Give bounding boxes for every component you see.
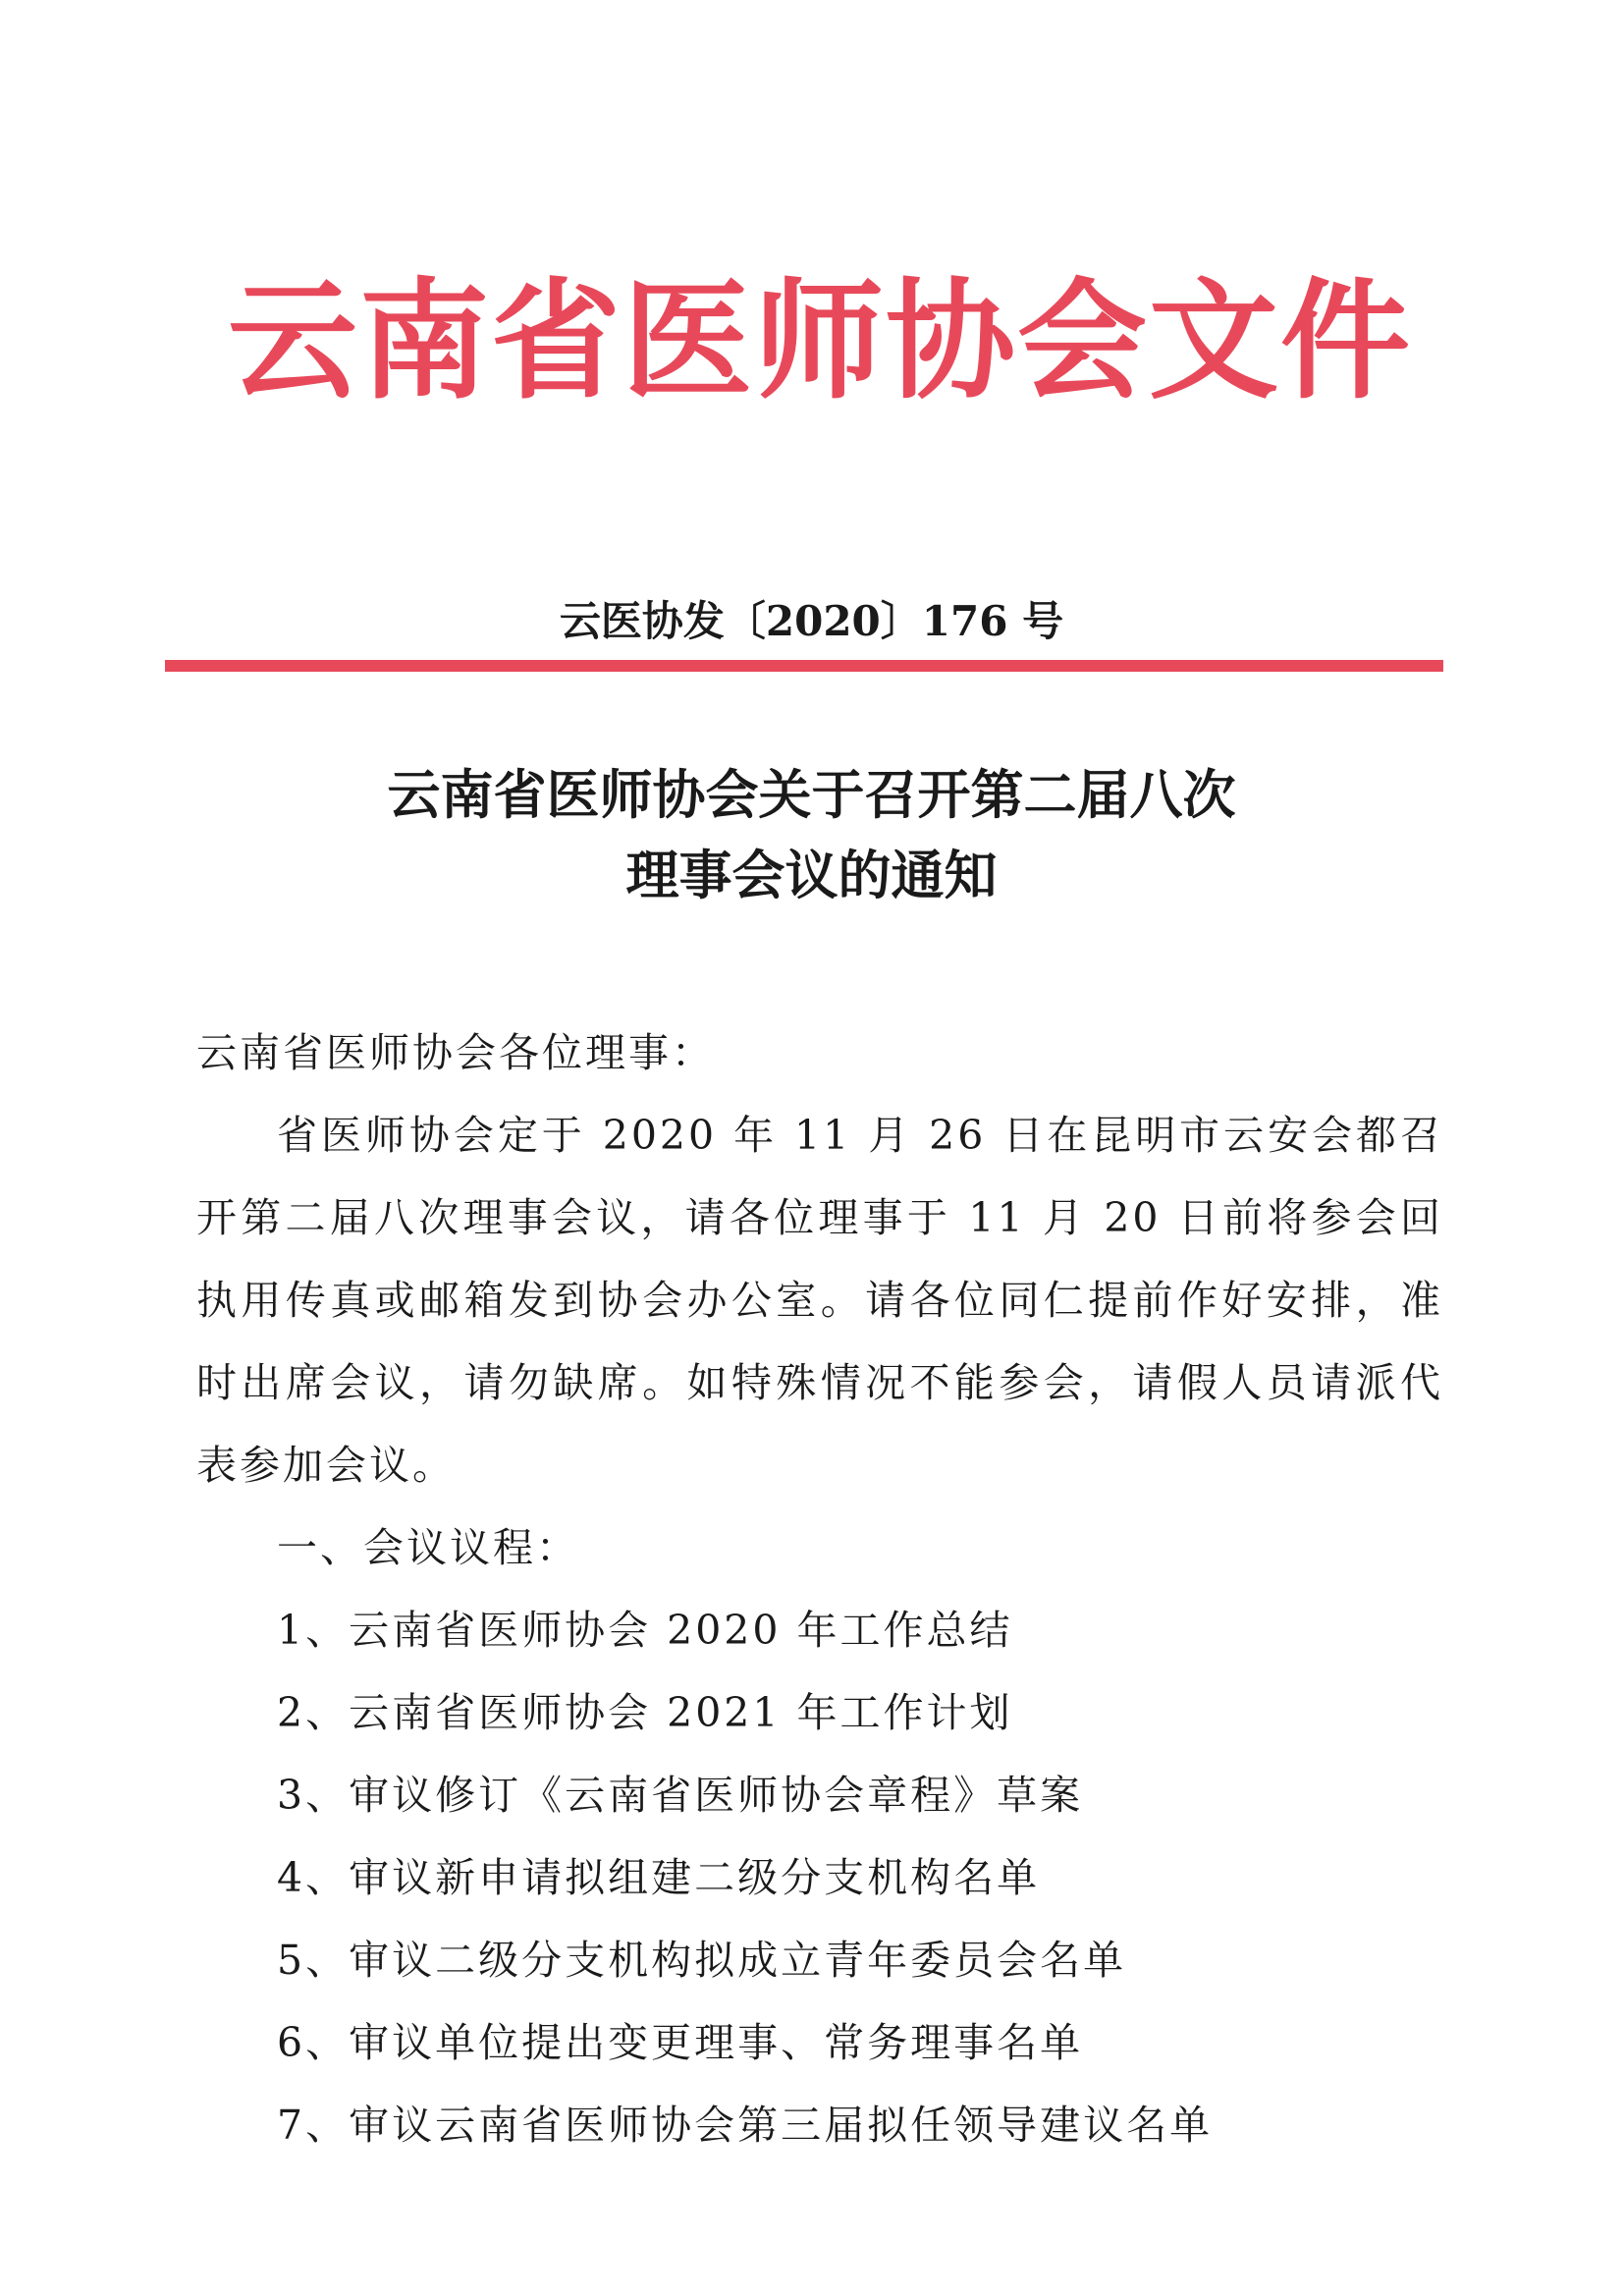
notice-body [196, 1011, 1443, 2166]
agenda-section-heading: 一、会议议程： [277, 1524, 579, 1571]
organization-file-header: 云南省医师协会文件 [228, 266, 1412, 417]
agenda-item: 5、审议二级分支机构拟成立青年委员会名单 [277, 1937, 1127, 1984]
document-number: 云医协发〔2020〕176 号 [559, 597, 1064, 645]
agenda-item: 3、审议修订《云南省医师协会章程》草案 [277, 1772, 1084, 1819]
notice-title [0, 754, 1623, 915]
salutation: 云南省医师协会各位理事： [196, 1029, 715, 1076]
notice-title-line-2: 理事会议的通知 [625, 844, 998, 906]
agenda-item: 7、审议云南省医师协会第三届拟任领导建议名单 [277, 2102, 1214, 2149]
red-divider-line [165, 660, 1443, 672]
body-paragraph: 省医师协会定于 2020 年 11 月 26 日在昆明市云安会都召开第二届八次理事会议，请各位理事于 11 月 20 日前将参会回执用传真或邮箱发到协会办公室。请各位同仁提前作好安排，准时出席会议，请勿缺席。如特殊情况不能参会，请假人员请派代表参加会议。 [196, 1112, 1443, 1489]
agenda-item: 6、审议单位提出变更理事、常务理事名单 [277, 2019, 1084, 2066]
agenda-item: 4、审议新申请拟组建二级分支机构名单 [277, 1854, 1041, 1901]
agenda-item: 1、云南省医师协会 2020 年工作总结 [277, 1607, 1013, 1654]
agenda-item: 2、云南省医师协会 2021 年工作计划 [277, 1689, 1013, 1736]
notice-title-line-1: 云南省医师协会关于召开第二届八次 [387, 763, 1236, 826]
agenda-list [196, 1589, 1443, 2166]
